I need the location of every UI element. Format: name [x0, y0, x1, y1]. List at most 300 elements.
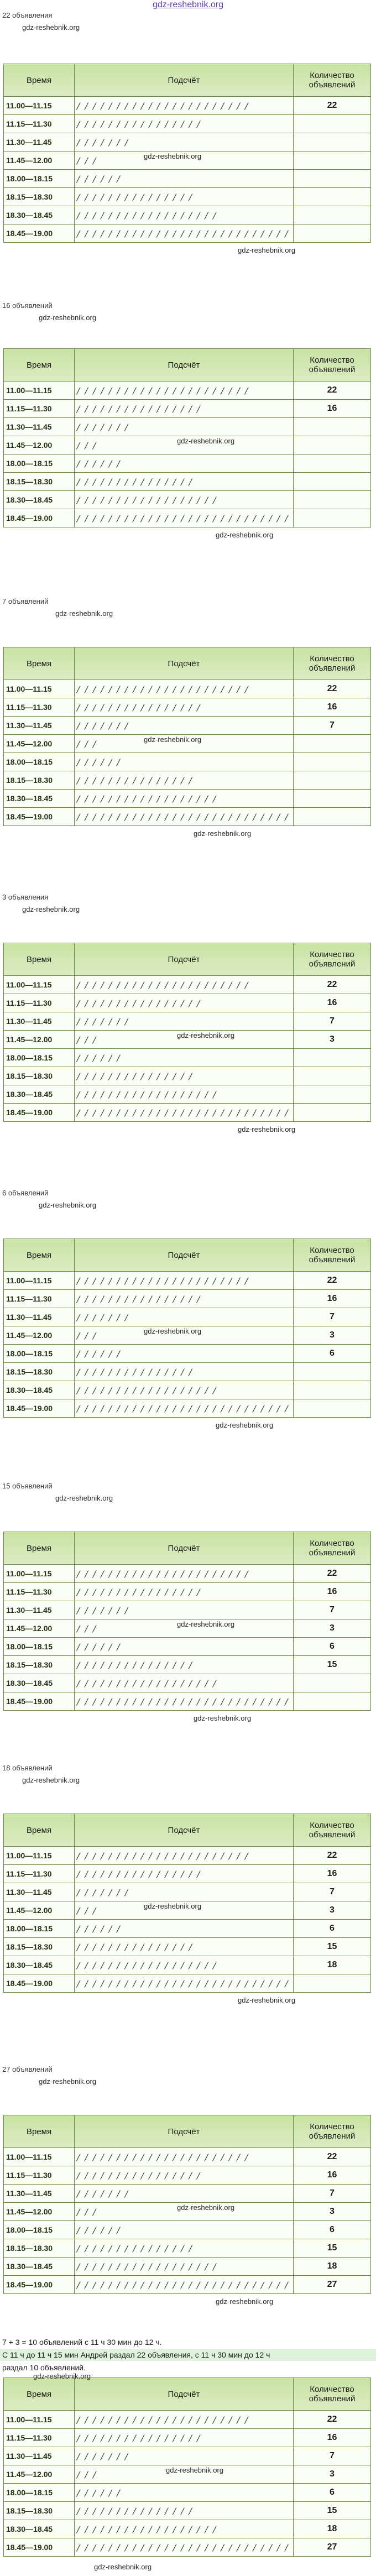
- count-cell: 3: [294, 1619, 371, 1638]
- tally-cell: / / / / / / /: [75, 418, 294, 436]
- table-row: [4, 2484, 371, 2502]
- time-cell: 18.00—18.15: [4, 170, 75, 188]
- time-cell: 18.45—19.00: [4, 2538, 75, 2557]
- table-row: [4, 382, 371, 400]
- count-cell: 15: [294, 2239, 371, 2258]
- count-cell: 22: [294, 976, 371, 994]
- count-cell: [294, 808, 371, 826]
- header-tally: Подсчёт: [75, 1239, 294, 1272]
- watermark-text: gdz-reshebnik.org: [238, 246, 296, 254]
- table-row: [4, 994, 371, 1012]
- header-row: [4, 1239, 371, 1272]
- header-tally: Подсчёт: [75, 1814, 294, 1847]
- tally-cell: / / / / / / / / / / / / / / / / / /: [75, 2520, 294, 2538]
- conclusion-line: раздал 10 объявлений.: [2, 2363, 86, 2372]
- tally-cell: / / / / / /: [75, 753, 294, 771]
- tally-cell: / / / / / / / / / / / / / / /: [75, 2502, 294, 2520]
- time-cell: 11.00—11.15: [4, 680, 75, 698]
- watermark-text: gdz-reshebnik.org: [194, 829, 252, 838]
- tally-cell: / / / / / / / / / / / / / / / / / / / / / /: [75, 976, 294, 994]
- header-row: [4, 647, 371, 680]
- count-cell: [294, 1381, 371, 1399]
- tally-cell: / / / / / / / / / / / / / / / / / / / / / /: [75, 2148, 294, 2166]
- count-cell: [294, 170, 371, 188]
- time-cell: 18.30—18.45: [4, 1085, 75, 1104]
- tally-cell: / / / / / / / / / / / / / / / / / /: [75, 1085, 294, 1104]
- table-row: [4, 1847, 371, 1865]
- time-cell: 18.30—18.45: [4, 2258, 75, 2276]
- time-cell: 11.15—11.30: [4, 1865, 75, 1883]
- count-cell: [294, 188, 371, 206]
- header-time: Время: [4, 349, 75, 382]
- tally-cell: / / / / / / / / / / / / / / / / / /: [75, 206, 294, 224]
- tally-cell: / / /: [75, 1619, 294, 1638]
- time-cell: 18.00—18.15: [4, 1345, 75, 1363]
- time-cell: 11.15—11.30: [4, 698, 75, 717]
- time-cell: 11.00—11.15: [4, 382, 75, 400]
- table-row: [4, 509, 371, 527]
- table-row: [4, 1583, 371, 1601]
- time-cell: 11.15—11.30: [4, 994, 75, 1012]
- tally-cell: / / / / / / /: [75, 1883, 294, 1901]
- count-cell: 16: [294, 698, 371, 717]
- tally-cell: / / / / / / / / / / / / / / / / / /: [75, 2258, 294, 2276]
- count-cell: [294, 1674, 371, 1692]
- header-row: [4, 1814, 371, 1847]
- table-row: [4, 1865, 371, 1883]
- count-cell: [294, 1067, 371, 1085]
- tally-cell: / / /: [75, 1326, 294, 1345]
- site-link[interactable]: gdz-reshebnik.org: [152, 0, 224, 9]
- step-caption: 27 объявлений: [2, 2065, 53, 2073]
- time-cell: 11.00—11.15: [4, 2148, 75, 2166]
- tally-cell: / / / / / / / / / / / / / / /: [75, 1938, 294, 1956]
- count-cell: [294, 1049, 371, 1067]
- tally-cell: / / / / / / / / / / / / / / / / / / / / / /: [75, 1272, 294, 1290]
- time-cell: 11.15—11.30: [4, 1290, 75, 1308]
- count-cell: 27: [294, 2538, 371, 2557]
- table-row: [4, 1674, 371, 1692]
- time-cell: 11.30—11.45: [4, 1308, 75, 1326]
- watermark-text: gdz-reshebnik.org: [194, 1714, 252, 1722]
- time-cell: 11.30—11.45: [4, 717, 75, 735]
- watermark-text: gdz-reshebnik.org: [177, 1620, 235, 1628]
- header-count: Количество объявлений: [294, 943, 371, 976]
- count-cell: [294, 133, 371, 151]
- table-row: [4, 1104, 371, 1122]
- table-row: [4, 1290, 371, 1308]
- table-row: [4, 2166, 371, 2185]
- watermark-text: gdz-reshebnik.org: [238, 1125, 296, 1133]
- time-cell: 11.45—12.00: [4, 735, 75, 753]
- count-cell: 6: [294, 1638, 371, 1656]
- time-cell: 11.00—11.15: [4, 1565, 75, 1583]
- watermark-text: gdz-reshebnik.org: [238, 1996, 296, 2004]
- count-cell: 3: [294, 2203, 371, 2221]
- tally-cell: / / / / / / / / / / / / / / /: [75, 771, 294, 790]
- time-cell: 11.45—12.00: [4, 2465, 75, 2484]
- header-count: Количество объявлений: [294, 64, 371, 97]
- table-row: [4, 454, 371, 473]
- tally-cell: / / / / / / /: [75, 1601, 294, 1619]
- header-count: Количество объявлений: [294, 349, 371, 382]
- time-cell: 18.00—18.15: [4, 2221, 75, 2239]
- header-row: [4, 2115, 371, 2148]
- count-cell: 27: [294, 2276, 371, 2294]
- table-row: [4, 680, 371, 698]
- count-cell: 7: [294, 1308, 371, 1326]
- tally-cell: / / / / / / / / / / / / / / / / / / / / / / / / / / /: [75, 808, 294, 826]
- count-cell: [294, 1085, 371, 1104]
- count-cell: [294, 790, 371, 808]
- tally-cell: / / / / / / / / / / / / / / / /: [75, 400, 294, 418]
- count-cell: 22: [294, 1847, 371, 1865]
- watermark-text: gdz-reshebnik.org: [22, 905, 80, 913]
- time-cell: 11.45—12.00: [4, 436, 75, 454]
- header-time: Время: [4, 943, 75, 976]
- tally-cell: / / /: [75, 2203, 294, 2221]
- table-row: [4, 400, 371, 418]
- table-row: [4, 1920, 371, 1938]
- step-caption: 16 объявлений: [2, 301, 53, 310]
- count-cell: 7: [294, 717, 371, 735]
- count-cell: [294, 1104, 371, 1122]
- time-cell: 11.00—11.15: [4, 97, 75, 115]
- tally-cell: / / / / / /: [75, 454, 294, 473]
- watermark-text: gdz-reshebnik.org: [22, 23, 80, 32]
- time-cell: 11.15—11.30: [4, 1583, 75, 1601]
- tally-cell: / / / / / / / / / / / / / / / / / / / / / / / / / / /: [75, 2276, 294, 2294]
- time-cell: 18.45—19.00: [4, 1104, 75, 1122]
- time-cell: 18.15—18.30: [4, 1067, 75, 1085]
- table-row: [4, 133, 371, 151]
- watermark-text: gdz-reshebnik.org: [55, 609, 113, 618]
- tally-cell: / / / / / / /: [75, 717, 294, 735]
- time-cell: 11.30—11.45: [4, 2185, 75, 2203]
- table-row: [4, 1638, 371, 1656]
- tally-cell: / / / / / / / / / / / / / / / / / /: [75, 1956, 294, 1974]
- count-cell: 16: [294, 994, 371, 1012]
- table-row: [4, 808, 371, 826]
- count-cell: [294, 224, 371, 243]
- table-row: [4, 1381, 371, 1399]
- count-cell: [294, 473, 371, 491]
- table-row: [4, 1308, 371, 1326]
- step-caption: 22 объявления: [2, 11, 53, 19]
- header-count: Количество объявлений: [294, 647, 371, 680]
- count-cell: 18: [294, 1956, 371, 1974]
- count-cell: 22: [294, 1272, 371, 1290]
- tally-cell: / / / / / / / / / / / / / / / / / /: [75, 491, 294, 509]
- table-row: [4, 2239, 371, 2258]
- watermark-text: gdz-reshebnik.org: [33, 2372, 91, 2380]
- time-cell: 11.00—11.15: [4, 1847, 75, 1865]
- header-row: [4, 943, 371, 976]
- tally-cell: / / /: [75, 151, 294, 170]
- table-row: [4, 790, 371, 808]
- header-time: Время: [4, 2115, 75, 2148]
- count-cell: 16: [294, 400, 371, 418]
- count-cell: [294, 436, 371, 454]
- header-count: Количество объявлений: [294, 1239, 371, 1272]
- tally-cell: / / / / / / / / / / / / / / / /: [75, 1583, 294, 1601]
- count-cell: 6: [294, 2484, 371, 2502]
- time-cell: 18.15—18.30: [4, 2502, 75, 2520]
- time-cell: 11.30—11.45: [4, 1883, 75, 1901]
- conclusion-line: 7 + 3 = 10 объявлений с 11 ч 30 мин до 12 ч.: [2, 2338, 162, 2347]
- tally-cell: / / / / / /: [75, 1345, 294, 1363]
- time-cell: 18.30—18.45: [4, 1674, 75, 1692]
- time-cell: 11.30—11.45: [4, 133, 75, 151]
- watermark-text: gdz-reshebnik.org: [22, 1776, 80, 1784]
- watermark-text: gdz-reshebnik.org: [144, 1327, 202, 1335]
- table-row: [4, 170, 371, 188]
- table-row: [4, 418, 371, 436]
- time-cell: 18.45—19.00: [4, 808, 75, 826]
- count-cell: 7: [294, 2185, 371, 2203]
- time-cell: 18.30—18.45: [4, 1956, 75, 1974]
- tally-cell: / / / / / /: [75, 1638, 294, 1656]
- time-cell: 18.00—18.15: [4, 753, 75, 771]
- count-cell: [294, 454, 371, 473]
- time-cell: 18.30—18.45: [4, 1381, 75, 1399]
- time-cell: 11.45—12.00: [4, 1619, 75, 1638]
- tally-cell: / / / / / / / / / / / / / / / / / / / / / /: [75, 1847, 294, 1865]
- watermark-text: gdz-reshebnik.org: [216, 2297, 274, 2306]
- count-cell: 3: [294, 2465, 371, 2484]
- watermark-text: gdz-reshebnik.org: [39, 2077, 97, 2086]
- count-cell: [294, 1399, 371, 1418]
- count-cell: 7: [294, 1012, 371, 1031]
- time-cell: 18.15—18.30: [4, 473, 75, 491]
- table-row: [4, 97, 371, 115]
- tally-cell: / / / / / / / / / / / / / / / /: [75, 1865, 294, 1883]
- table-row: [4, 976, 371, 994]
- watermark-text: gdz-reshebnik.org: [216, 1421, 274, 1429]
- count-cell: 22: [294, 97, 371, 115]
- step-caption: 7 объявлений: [2, 597, 49, 605]
- tally-cell: / / / / / /: [75, 170, 294, 188]
- count-cell: 16: [294, 1583, 371, 1601]
- table-row: [4, 1049, 371, 1067]
- time-cell: 11.00—11.15: [4, 1272, 75, 1290]
- tally-cell: / / / / / /: [75, 1049, 294, 1067]
- time-cell: 18.15—18.30: [4, 1938, 75, 1956]
- tally-cell: / / / / / / / / / / / / / / / /: [75, 115, 294, 133]
- table-row: [4, 1974, 371, 1993]
- time-cell: 18.45—19.00: [4, 224, 75, 243]
- time-cell: 11.45—12.00: [4, 151, 75, 170]
- time-cell: 18.45—19.00: [4, 2276, 75, 2294]
- count-cell: 15: [294, 1938, 371, 1956]
- count-cell: 18: [294, 2258, 371, 2276]
- tally-cell: / / / / / / /: [75, 133, 294, 151]
- table-row: [4, 1656, 371, 1674]
- table-row: [4, 717, 371, 735]
- header-tally: Подсчёт: [75, 349, 294, 382]
- table-row: [4, 2538, 371, 2557]
- watermark-text: gdz-reshebnik.org: [144, 152, 202, 160]
- header-count: Количество объявлений: [294, 1532, 371, 1565]
- table-row: [4, 1601, 371, 1619]
- watermark-text: gdz-reshebnik.org: [177, 1031, 235, 1039]
- time-cell: 18.45—19.00: [4, 1974, 75, 1993]
- count-cell: 7: [294, 1883, 371, 1901]
- tally-cell: / / / / / / / / / / / / / / / / / /: [75, 1674, 294, 1692]
- count-cell: 7: [294, 2447, 371, 2465]
- tally-cell: / / / / / / / / / / / / / / / / / / / / / /: [75, 680, 294, 698]
- header-row: [4, 1532, 371, 1565]
- time-cell: 18.00—18.15: [4, 2484, 75, 2502]
- header-tally: Подсчёт: [75, 2115, 294, 2148]
- time-cell: 18.15—18.30: [4, 1363, 75, 1381]
- watermark-text: gdz-reshebnik.org: [216, 531, 274, 539]
- tally-cell: / / / / / / /: [75, 1012, 294, 1031]
- count-cell: 15: [294, 1656, 371, 1674]
- count-cell: [294, 1363, 371, 1381]
- watermark-text: gdz-reshebnik.org: [144, 1902, 202, 1910]
- table-row: [4, 1012, 371, 1031]
- table-row: [4, 2185, 371, 2203]
- header-row: [4, 349, 371, 382]
- watermark-text: gdz-reshebnik.org: [39, 313, 97, 322]
- tally-cell: / / / / / / / / / / / / / / / / / / / / / / / / / / /: [75, 1974, 294, 1993]
- tally-cell: / / /: [75, 2465, 294, 2484]
- tally-cell: / / / / / / / / / / / / / / / / / / / / / / / / / / /: [75, 2538, 294, 2557]
- tally-cell: / / / / / / / / / / / / / / / / / / / / / /: [75, 2411, 294, 2429]
- tally-cell: / / / / / /: [75, 2221, 294, 2239]
- tally-cell: / / / / / / / / / / / / / / / / / / / / / /: [75, 97, 294, 115]
- count-cell: [294, 115, 371, 133]
- tally-cell: / / /: [75, 1901, 294, 1920]
- time-cell: 11.45—12.00: [4, 1901, 75, 1920]
- table-row: [4, 2502, 371, 2520]
- watermark-text: gdz-reshebnik.org: [177, 2203, 235, 2212]
- tally-cell: / / / / / / / / / / / / / / / / / /: [75, 790, 294, 808]
- table-row: [4, 1399, 371, 1418]
- header-tally: Подсчёт: [75, 943, 294, 976]
- header-tally: Подсчёт: [75, 647, 294, 680]
- time-cell: 18.30—18.45: [4, 491, 75, 509]
- header-count: Количество объявлений: [294, 2378, 371, 2411]
- tally-cell: / / / / / / / / / / / / / / / /: [75, 994, 294, 1012]
- time-cell: 11.15—11.30: [4, 400, 75, 418]
- count-cell: 15: [294, 2502, 371, 2520]
- header-row: [4, 2378, 371, 2411]
- count-cell: 16: [294, 1865, 371, 1883]
- watermark-text: gdz-reshebnik.org: [166, 2466, 224, 2474]
- table-row: [4, 1085, 371, 1104]
- count-cell: 6: [294, 2221, 371, 2239]
- tally-cell: / / / / / / / / / / / / / / /: [75, 1656, 294, 1674]
- table-row: [4, 473, 371, 491]
- header-time: Время: [4, 2378, 75, 2411]
- count-cell: 3: [294, 1031, 371, 1049]
- step-caption: 18 объявлений: [2, 1764, 53, 1772]
- tally-cell: / / / / / / /: [75, 2185, 294, 2203]
- count-cell: 22: [294, 382, 371, 400]
- count-cell: 16: [294, 2166, 371, 2185]
- table-row: [4, 224, 371, 243]
- header-tally: Подсчёт: [75, 1532, 294, 1565]
- tally-cell: / / / / / / / / / / / / / / / /: [75, 2166, 294, 2185]
- table-row: [4, 2221, 371, 2239]
- header-tally: Подсчёт: [75, 2378, 294, 2411]
- time-cell: 11.30—11.45: [4, 1012, 75, 1031]
- tally-cell: / / / / / / / / / / / / / / / /: [75, 698, 294, 717]
- step-caption: 3 объявления: [2, 893, 49, 901]
- count-cell: [294, 753, 371, 771]
- count-cell: 16: [294, 2429, 371, 2447]
- table-row: [4, 2276, 371, 2294]
- count-cell: 3: [294, 1326, 371, 1345]
- table-row: [4, 2148, 371, 2166]
- time-cell: 18.30—18.45: [4, 790, 75, 808]
- tally-cell: / / / / / / /: [75, 1308, 294, 1326]
- time-cell: 11.45—12.00: [4, 2203, 75, 2221]
- tally-cell: / / / / / / / / / / / / / / / / / / / / / /: [75, 1565, 294, 1583]
- table-row: [4, 1956, 371, 1974]
- table-row: [4, 1345, 371, 1363]
- tally-cell: / / / / / / / / / / / / / / /: [75, 473, 294, 491]
- tally-cell: / / / / / / / / / / / / / / / / / / / / / / / / / / /: [75, 1399, 294, 1418]
- header-time: Время: [4, 1239, 75, 1272]
- time-cell: 18.30—18.45: [4, 206, 75, 224]
- time-cell: 18.45—19.00: [4, 1399, 75, 1418]
- tally-cell: / / / / / / / / / / / / / / / / / / / / / / / / / / /: [75, 224, 294, 243]
- time-cell: 11.00—11.15: [4, 976, 75, 994]
- count-cell: [294, 509, 371, 527]
- tally-cell: / / / / / / / / / / / / / / /: [75, 1067, 294, 1085]
- count-cell: [294, 1974, 371, 1993]
- count-cell: [294, 771, 371, 790]
- count-cell: 22: [294, 2148, 371, 2166]
- time-cell: 18.15—18.30: [4, 188, 75, 206]
- header-time: Время: [4, 1814, 75, 1847]
- table-row: [4, 698, 371, 717]
- table-row: [4, 1938, 371, 1956]
- time-cell: 18.15—18.30: [4, 771, 75, 790]
- tally-cell: / / / / / / /: [75, 2447, 294, 2465]
- tally-cell: / / / / / / / / / / / / / / / /: [75, 1290, 294, 1308]
- table-row: [4, 2258, 371, 2276]
- time-cell: 18.00—18.15: [4, 1049, 75, 1067]
- time-cell: 11.30—11.45: [4, 1601, 75, 1619]
- time-cell: 18.00—18.15: [4, 454, 75, 473]
- time-cell: 18.15—18.30: [4, 1656, 75, 1674]
- count-cell: [294, 418, 371, 436]
- tally-cell: / / / / / / / / / / / / / / / / / / / / / / / / / / /: [75, 1692, 294, 1711]
- count-cell: [294, 735, 371, 753]
- tally-cell: / / / / / / / / / / / / / / /: [75, 188, 294, 206]
- table-row: [4, 753, 371, 771]
- table-row: [4, 188, 371, 206]
- time-cell: 11.45—12.00: [4, 1031, 75, 1049]
- table-row: [4, 771, 371, 790]
- watermark-text: gdz-reshebnik.org: [94, 2563, 152, 2571]
- table-row: [4, 1067, 371, 1085]
- tally-cell: / / / / / / / / / / / / / / /: [75, 2239, 294, 2258]
- table-row: [4, 115, 371, 133]
- table-row: [4, 206, 371, 224]
- count-cell: 16: [294, 1290, 371, 1308]
- time-cell: 18.45—19.00: [4, 509, 75, 527]
- time-cell: 11.30—11.45: [4, 418, 75, 436]
- time-cell: 18.00—18.15: [4, 1920, 75, 1938]
- table-row: [4, 2429, 371, 2447]
- table-row: [4, 1565, 371, 1583]
- time-cell: 11.45—12.00: [4, 1326, 75, 1345]
